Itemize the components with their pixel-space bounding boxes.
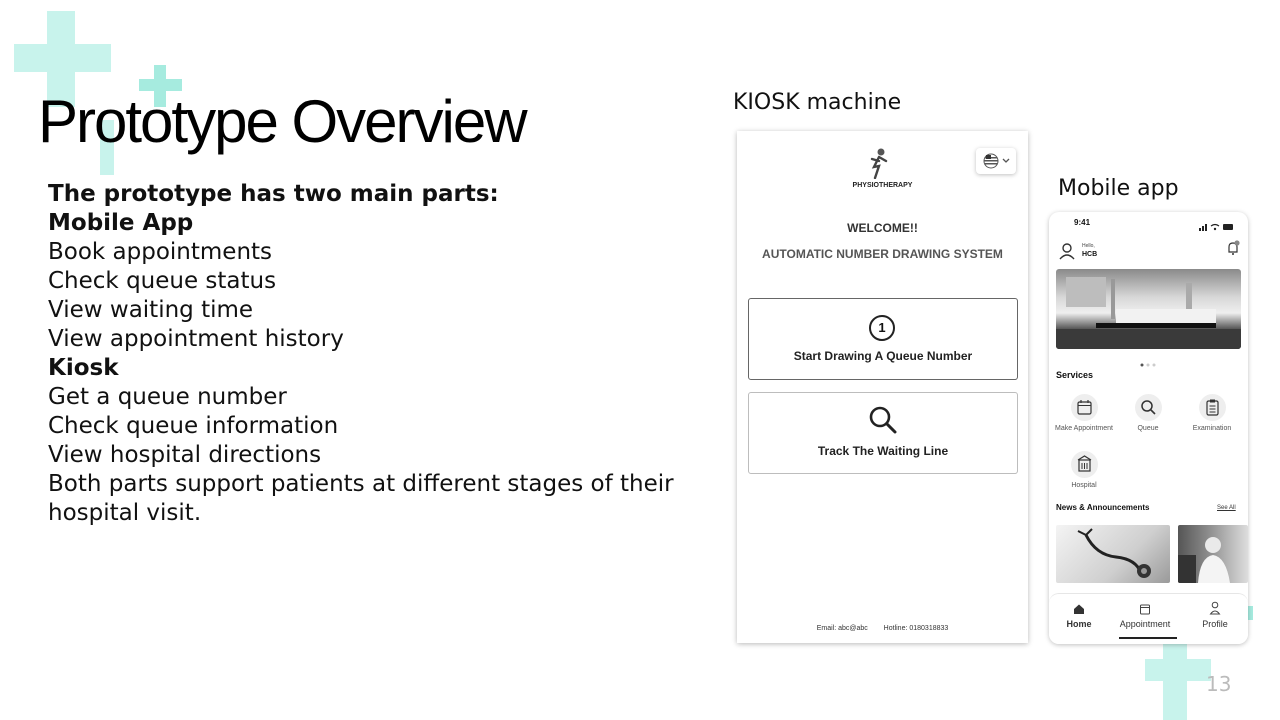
slide-number: 13 <box>1206 672 1232 696</box>
service-label: Examination <box>1192 425 1232 432</box>
service-label: Hospital <box>1071 482 1097 489</box>
search-icon <box>868 405 898 440</box>
nav-active-indicator <box>1119 637 1177 639</box>
user-avatar-icon[interactable] <box>1058 242 1076 265</box>
search-icon <box>1135 394 1162 421</box>
start-queue-button[interactable] <box>748 298 1018 380</box>
bell-icon[interactable] <box>1225 240 1241 261</box>
section-heading-mobile: Mobile App <box>48 210 194 236</box>
flag-icon <box>976 148 1016 174</box>
news-title: News & Announcements <box>1056 503 1150 512</box>
service-make-appointment[interactable] <box>1055 394 1113 433</box>
clipboard-icon <box>1199 394 1226 421</box>
kiosk-screen <box>737 131 1028 643</box>
slide-body <box>48 180 688 528</box>
track-waiting-line-button[interactable] <box>748 392 1018 474</box>
calendar-icon[interactable] <box>1139 602 1151 620</box>
decor-plus-bottom-v <box>1163 644 1187 720</box>
language-selector[interactable] <box>976 148 1016 174</box>
nav-appointment[interactable]: Appointment <box>1119 619 1171 629</box>
calendar-icon <box>1071 394 1098 421</box>
slide-title: Prototype Overview <box>38 88 526 155</box>
see-all-link[interactable]: See All <box>1217 505 1236 511</box>
kiosk-brand: PHYSIOTHERAPY <box>852 182 913 189</box>
intro-text: The prototype has two main parts: <box>48 181 499 207</box>
home-icon[interactable] <box>1072 602 1086 620</box>
kiosk-footer <box>737 625 1028 632</box>
services-title: Services <box>1056 370 1094 380</box>
conclusion-text: Both parts support patients at different stages of their hospital visit. <box>48 471 674 526</box>
carousel-dots[interactable] <box>1139 354 1159 372</box>
footer-email: Email: abc@abc <box>816 625 868 632</box>
hospital-banner-image[interactable] <box>1056 269 1241 349</box>
service-label: Make Appointment <box>1055 425 1113 432</box>
list-item: Get a queue number <box>48 384 287 410</box>
physio-logo-icon <box>866 147 892 179</box>
list-item: Check queue information <box>48 413 339 439</box>
user-name: HCB <box>1082 251 1098 258</box>
status-icons <box>1199 218 1235 236</box>
mobile-screen <box>1049 212 1248 644</box>
status-time: 9:41 <box>1074 218 1091 227</box>
news-card-stethoscope[interactable] <box>1056 525 1170 583</box>
service-queue[interactable] <box>1119 394 1177 433</box>
greeting: Hello, <box>1082 243 1095 249</box>
kiosk-caption: KIOSK machine <box>733 90 902 115</box>
number-one-icon: 1 <box>869 315 895 341</box>
nav-home[interactable]: Home <box>1066 619 1092 629</box>
service-label: Queue <box>1137 425 1159 432</box>
track-waiting-line-label: Track The Waiting Line <box>817 444 949 458</box>
nav-profile[interactable]: Profile <box>1202 619 1228 629</box>
profile-icon[interactable] <box>1209 601 1221 620</box>
service-examination[interactable] <box>1183 394 1241 433</box>
mobile-caption: Mobile app <box>1058 176 1179 201</box>
footer-hotline: Hotline: 0180318833 <box>883 625 949 632</box>
hospital-icon <box>1071 451 1098 478</box>
kiosk-welcome: WELCOME!! <box>847 221 918 235</box>
section-heading-kiosk: Kiosk <box>48 355 119 381</box>
service-hospital[interactable] <box>1055 451 1113 490</box>
list-item: Check queue status <box>48 268 277 294</box>
decor-plus-large-h <box>14 44 111 72</box>
list-item: View appointment history <box>48 326 344 352</box>
list-item: Book appointments <box>48 239 273 265</box>
list-item: View waiting time <box>48 297 254 323</box>
news-card-patient[interactable] <box>1178 525 1248 583</box>
list-item: View hospital directions <box>48 442 322 468</box>
kiosk-system-name: AUTOMATIC NUMBER DRAWING SYSTEM <box>762 247 1003 261</box>
decor-plus-bottom-h <box>1145 659 1211 681</box>
start-queue-label: Start Drawing A Queue Number <box>793 349 973 363</box>
